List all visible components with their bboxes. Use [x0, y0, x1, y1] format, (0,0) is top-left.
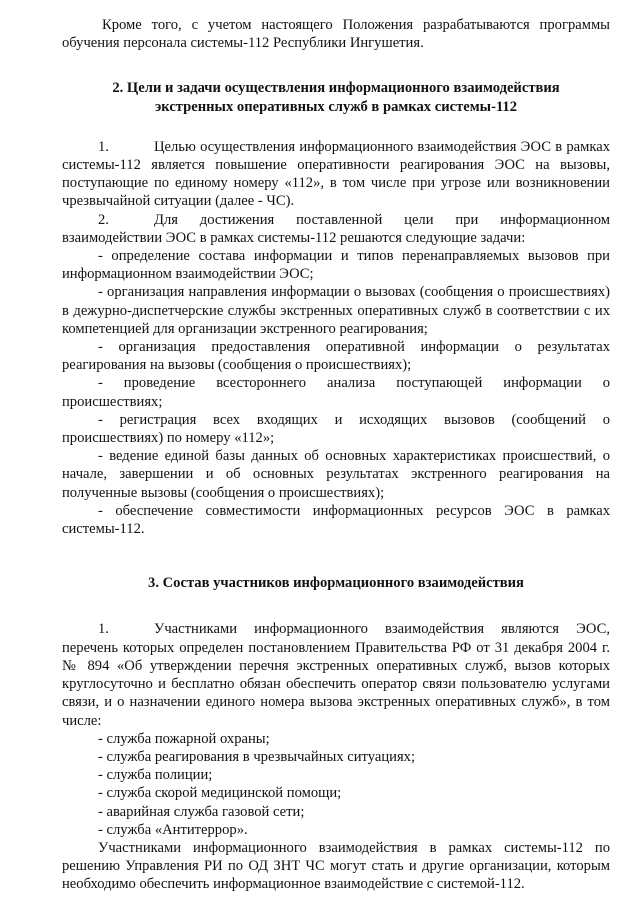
task-item: - проведение всестороннего анализа поступающей информации о происшествиях; [62, 375, 610, 410]
task-item: - регистрация всех входящих и исходящих вызовов (сообщений о происшествиях) по номеру «112»; [62, 411, 610, 447]
service-item: - служба реагирования в чрезвычайных ситуациях; [98, 748, 416, 765]
task-item: - определение состава информации и типов перенаправляемых вызовов при информационном взаимодействии ЭОС; [62, 248, 610, 283]
section-2-title-line1: 2. Цели и задачи осуществления информационного взаимодействия [112, 80, 560, 97]
spacer [62, 52, 610, 79]
paragraph-text: Целью осуществления информационного взаимодействия ЭОС в рамках системы-112 является повышение оперативности реагирования ЭОС на вызовы, поступающие по единому номеру «112», в том числе при угрозе или возникновении чрезвычайной ситуации (далее - ЧС). [62, 138, 610, 210]
spacer [62, 116, 610, 138]
section-2-paragraph-2 [62, 211, 610, 247]
paragraph-text: Участниками информационного взаимодействия являются ЭОС, перечень которых определен постановлением Правительства РФ от 31 декабря 2004 г. № 894 «Об утверждении перечня экстренных оперативных служб, вызов которых круглосуточно и бесплатно обязан обеспечить оператор связи пользователю услугами связи, и о назначении единого номера вызова экстренных оперативных служб», в том числе: [62, 621, 610, 729]
task-item: - ведение единой базы данных об основных характеристиках происшествий, о начале, завершении и об основных результатах экстренного реагирования на полученные вызовы (сообщения о происшествиях); [62, 448, 610, 501]
spacer [62, 592, 610, 620]
section-3-closing-paragraph: Участниками информационного взаимодействия в рамках системы-112 по решению Управления РИ по ОД ЗНТ ЧС могут стать и другие организации, которым необходимо обеспечить информационное взаимодействие с системой-112. [62, 839, 610, 893]
service-item: - служба «Антитеррор». [98, 821, 248, 838]
paragraph-number: 2. [98, 211, 109, 228]
paragraph-number: 1. [98, 621, 109, 638]
service-item: - аварийная служба газовой сети; [98, 803, 305, 820]
paragraph-number: 1. [98, 138, 109, 155]
service-item: - служба скорой медицинской помощи; [98, 785, 342, 802]
section-2-paragraph-1 [62, 138, 610, 211]
task-item: - организация предоставления оперативной информации о результатах реагирования на вызовы (сообщения о происшествиях); [62, 339, 610, 374]
service-item: - служба полиции; [98, 767, 213, 784]
service-item: - служба пожарной охраны; [98, 730, 270, 747]
section-2-title [62, 79, 610, 115]
spacer [62, 538, 610, 574]
task-item: - организация направления информации о вызовах (сообщения о происшествиях) в дежурно-диспетчерские службы экстренных оперативных служб в соответствии с их компетенцией для организации экстренного реагирования; [62, 284, 610, 337]
section-2-title-line2: экстренных оперативных служб в рамках системы-112 [154, 98, 518, 115]
paragraph-text: Для достижения поставленной цели при информационном взаимодействии ЭОС в рамках системы-112 решаются следующие задачи: [62, 211, 610, 246]
section-3-paragraph-1 [62, 620, 610, 729]
task-item: - обеспечение совместимости информационных ресурсов ЭОС в рамках системы-112. [62, 502, 610, 538]
section-3-title: 3. Состав участников информационного взаимодействия [148, 575, 524, 592]
intro-paragraph: Кроме того, с учетом настоящего Положения разрабатываются программы обучения персонала системы-112 Республики Ингушетия. [62, 17, 610, 52]
